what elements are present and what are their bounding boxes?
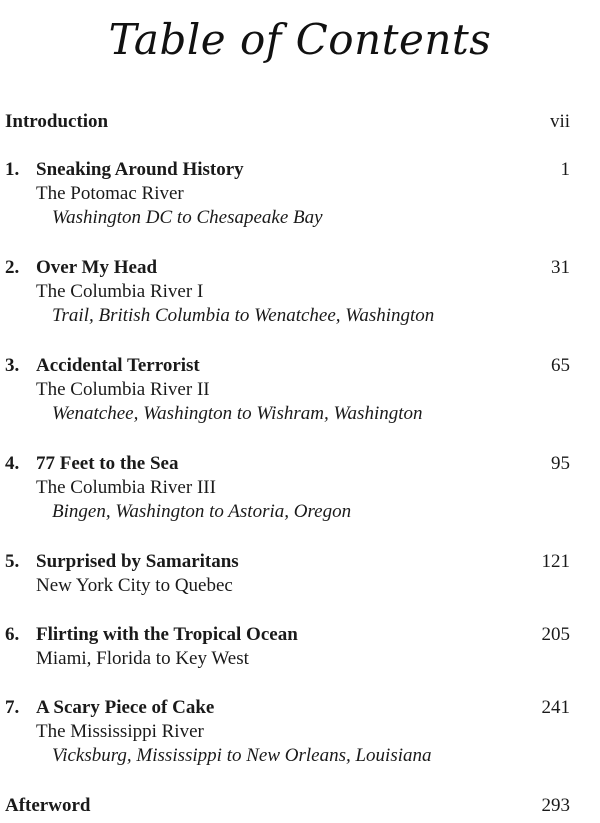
chapter-title: Surprised by Samaritans [36, 551, 239, 572]
toc-entry-chapter-2 [0, 256, 600, 328]
chapter-title: Flirting with the Tropical Ocean [36, 624, 298, 645]
chapter-route: Wenatchee, Washington to Wishram, Washington [52, 403, 423, 424]
chapter-subtitle: Miami, Florida to Key West [36, 648, 249, 669]
afterword-page: 293 [541, 795, 570, 816]
chapter-page: 95 [551, 453, 570, 474]
toc-entry-afterword [0, 794, 600, 818]
chapter-river: The Columbia River II [36, 379, 210, 400]
chapter-number: 3. [5, 355, 20, 376]
chapter-page: 121 [541, 551, 570, 572]
chapter-river: The Columbia River III [36, 477, 216, 498]
chapter-river: The Potomac River [36, 183, 184, 204]
toc-entry-chapter-7 [0, 696, 600, 768]
toc-entry-chapter-5 [0, 550, 600, 598]
chapter-route: Bingen, Washington to Astoria, Oregon [52, 501, 352, 522]
introduction-page: vii [549, 111, 570, 132]
chapter-number: 1. [5, 159, 20, 180]
toc-entry-chapter-3 [0, 354, 600, 426]
chapter-river: The Columbia River I [36, 281, 204, 302]
chapter-number: 6. [5, 624, 20, 645]
toc-entry-introduction [0, 110, 600, 134]
chapter-page: 241 [541, 697, 570, 718]
chapter-number: 5. [5, 551, 20, 572]
chapter-title: 77 Feet to the Sea [36, 453, 179, 474]
chapter-page: 205 [541, 624, 570, 645]
chapter-number: 7. [5, 697, 20, 718]
toc-entry-chapter-1 [0, 158, 600, 230]
chapter-route: Vicksburg, Mississippi to New Orleans, Louisiana [52, 745, 432, 766]
chapter-page: 1 [560, 159, 570, 180]
chapter-page: 65 [551, 355, 570, 376]
page-title: Table of Contents [108, 15, 492, 64]
chapter-title: Over My Head [36, 257, 158, 278]
chapter-number: 2. [5, 257, 20, 278]
chapter-title: Sneaking Around History [36, 159, 244, 180]
chapter-number: 4. [5, 453, 20, 474]
afterword-label: Afterword [5, 795, 91, 816]
chapter-title: A Scary Piece of Cake [36, 697, 215, 718]
chapter-route: Washington DC to Chesapeake Bay [52, 207, 323, 228]
toc-entry-chapter-4 [0, 452, 600, 524]
chapter-subtitle: New York City to Quebec [36, 575, 233, 596]
chapter-river: The Mississippi River [36, 721, 204, 742]
chapter-route: Trail, British Columbia to Wenatchee, Washington [52, 305, 435, 326]
introduction-label: Introduction [5, 111, 109, 132]
chapter-page: 31 [551, 257, 570, 278]
chapter-title: Accidental Terrorist [36, 355, 200, 376]
toc-entry-chapter-6 [0, 623, 600, 671]
